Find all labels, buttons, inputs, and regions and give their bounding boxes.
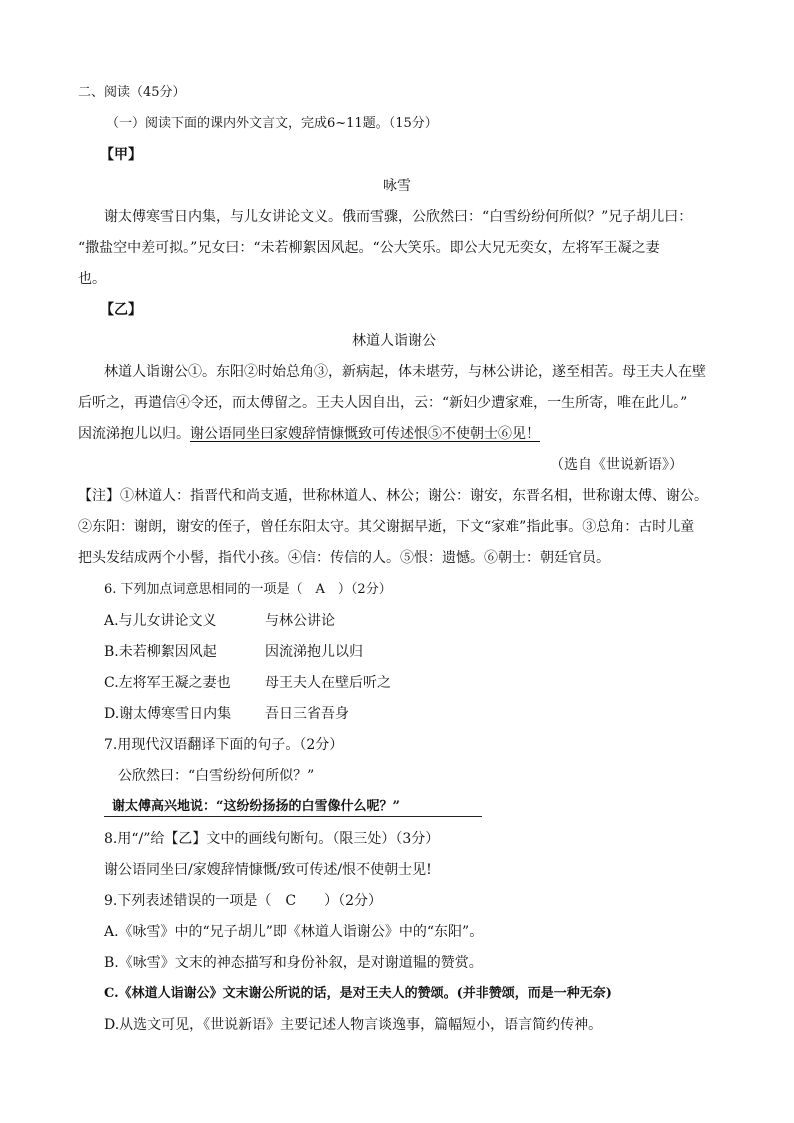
- q6-stem: 6. 下列加点词意思相同的一项是（ A ）（2分）: [104, 582, 392, 597]
- q6-option-pair: 吾日三省吾身: [265, 706, 349, 722]
- q6-option: D.谢太傅寒雪日内集: [104, 706, 232, 722]
- jia-title-text: 咏雪: [383, 178, 411, 194]
- answer-underline: [104, 816, 482, 817]
- q9-option: B.《咏雪》文末的神态描写和身份补叙，是对谢道韫的赞赏。: [104, 955, 483, 971]
- q6-option-pair: 母王夫人在壁后听之: [265, 675, 391, 691]
- q8-answer: 谢公语同坐曰/家嫂辞情慷慨/致可传述/恨不使朝士见!: [104, 862, 432, 878]
- q7-answer: 谢太傅高兴地说：“这纷纷扬扬的白雪像什么呢？”: [112, 799, 400, 814]
- q6-option-pair: 因流涕抱儿以归: [265, 644, 363, 660]
- section-heading: 二、阅读（45分）: [78, 85, 186, 100]
- yi-line: 林道人诣谢公①。东阳②时始总角③，新病起，体未堪劳，与林公讲论，遂至相苦。母王夫人在壁: [104, 364, 706, 380]
- yi-line: 后听之，再遣信④令还，而太傅留之。王夫人因自出，云：“新妇少遭家难，一生所寄，唯在此儿。”: [78, 395, 688, 411]
- note-line: ②东阳：谢朗，谢安的侄子，曾任东阳太守。其父谢据早逝，下文“家难”指此事。③总角：古时儿童: [78, 519, 695, 535]
- q7-sentence: 公欣然曰：“白雪纷纷何所似？”: [118, 768, 315, 784]
- note-line: 【注】①林道人：指晋代和尚支遁，世称林道人、林公；谢公：谢安，东晋名相，世称谢太傅、谢公。: [78, 488, 708, 504]
- jia-line: 也。: [78, 271, 106, 287]
- yi-label: 【乙】: [100, 302, 142, 318]
- q6-option: A.与儿女讲论文义: [104, 613, 217, 629]
- q6-option: B.未若柳絮因风起: [104, 644, 217, 660]
- jia-line: 谢太傅寒雪日内集，与儿女讲论文义。俄而雪骤，公欣然曰：“白雪纷纷何所似？”兄子胡儿曰：: [104, 209, 693, 225]
- jia-title: [0, 176, 794, 196]
- underlined-sentence: 谢公语同坐曰家嫂辞情慷慨致可传述恨⑤不使朝士⑥见！: [190, 426, 540, 442]
- q7-stem: 7.用现代汉语翻译下面的句子。（2分）: [104, 737, 344, 753]
- yi-line3-plain: 因流涕抱儿以归。: [78, 426, 190, 442]
- q9-option: C.《林道人诣谢公》文末谢公所说的话，是对王夫人的赞颂。(并非赞颂，而是一种无奈): [104, 986, 612, 1001]
- q6-option: C.左将军王凝之妻也: [104, 675, 231, 691]
- yi-source: （选自《世说新语》）: [550, 457, 683, 473]
- jia-line: “撒盐空中差可拟。”兄女曰：“未若柳絮因风起。“公大笑乐。即公大兄无奕女，左将军王凝之妻: [78, 240, 660, 256]
- part1-intro: （一）阅读下面的课内外文言文，完成6~11题。（15分）: [106, 116, 438, 131]
- yi-title: 林道人诣谢公: [352, 333, 436, 349]
- q9-option: A.《咏雪》中的“兄子胡儿”即《林道人诣谢公》中的“东阳”。: [104, 924, 484, 940]
- jia-label: 【甲】: [100, 147, 142, 163]
- q9-option: D.从选文可见，《世说新语》主要记述人物言谈逸事，篇幅短小，语言简约传神。: [104, 1017, 603, 1033]
- q8-stem: 8.用“/”给【乙】文中的画线句断句。（限三处）（3分）: [104, 831, 440, 847]
- note-line: 把头发结成两个小髻，指代小孩。④信：传信的人。⑤恨：遗憾。⑥朝士：朝廷官员。: [78, 550, 610, 566]
- yi-line: [78, 424, 540, 444]
- q6-option-pair: 与林公讲论: [265, 613, 335, 629]
- q9-stem: 9.下列表述错误的一项是（ C ）（2分）: [104, 893, 382, 909]
